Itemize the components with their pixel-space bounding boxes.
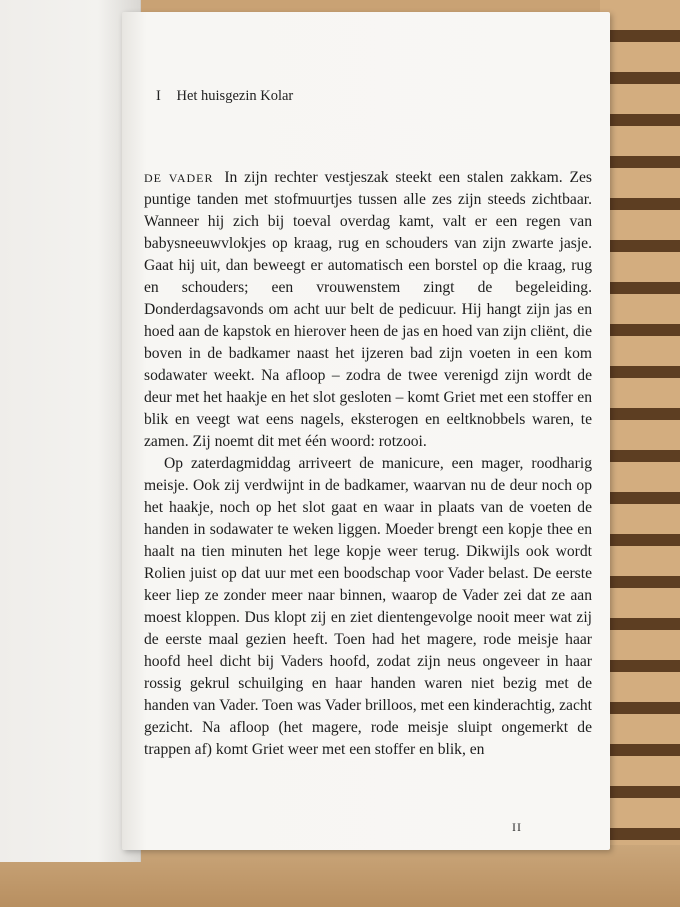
chapter-heading xyxy=(156,88,293,105)
paragraph-text: In zijn rechter vestjeszak steekt een stalen zakkam. Zes puntige tanden met stofmuurtjes tussen alle zes zijn steeds zichtbaar. Wanneer hij zich bij toeval overdag kamt, valt er een regen van babysneeuwvlokjes op kraag, rug en schouders van zijn zwarte jasje. Gaat hij uit, dan beweegt er automatisch een borstel op die kraag, rug en schouders; een vrouwenstem zingt de begeleiding. Donderdagsavonds om acht uur belt de pedicuur. Hij hangt zijn jas en hoed aan de kapstok en hierover heen de jas en hoed van zijn cliënt, die boven in de badkamer naast het ijzeren bad zijn voeten in een kom sodawater weekt. Na afloop – zodra de twee verenigd zijn wordt de deur met het haakje en het slot gesloten – komt Griet met een stoffer en blik en veegt wat eens nagels, eksterogen en eeltknobbels waren, te zamen. Zij noemt dit met één woord: rotzooi. xyxy=(144,169,592,450)
body-text xyxy=(144,167,592,761)
chapter-number: I xyxy=(156,88,161,104)
facing-page xyxy=(0,0,141,862)
paragraph xyxy=(144,167,592,453)
section-label: DE VADER xyxy=(144,171,214,185)
page-number: II xyxy=(512,820,522,834)
wooden-rack-right xyxy=(600,0,680,907)
chapter-title: Het huisgezin Kolar xyxy=(176,88,294,104)
paragraph: Op zaterdagmiddag arriveert de manicure, een mager, roodharig meisje. Ook zij verdwijnt in de badkamer, waarvan nu de deur noch op het haakje, noch op het slot gaat en waar in plaats van de voeten de handen in sodawater te weken liggen. Moeder brengt een kopje thee en haalt na tien minuten het lege kopje weer terug. Dikwijls ook wordt Rolien juist op dat uur met een boodschap voor Vader belast. De eerste keer liep ze zonder meer naar binnen, waarop de Vader zei dat ze aan moest kloppen. Dus klopt zij en ziet dientengevolge nooit meer wat zij de eerste maal gezien heeft. Toen had het magere, rode meisje haar hoofd heel dicht bij Vaders hoofd, zodat zijn neus ongeveer in haar rossig gekrul schuilging en haar handen waren niet bezig met de handen van Vader. Toen was Vader brilloos, met een kinderachtig, zacht gezicht. Na afloop (het magere, rode meisje sluipt ongemerkt de trappen af) komt Griet weer met een stoffer en blik, en xyxy=(144,455,592,758)
book-page xyxy=(122,12,610,850)
